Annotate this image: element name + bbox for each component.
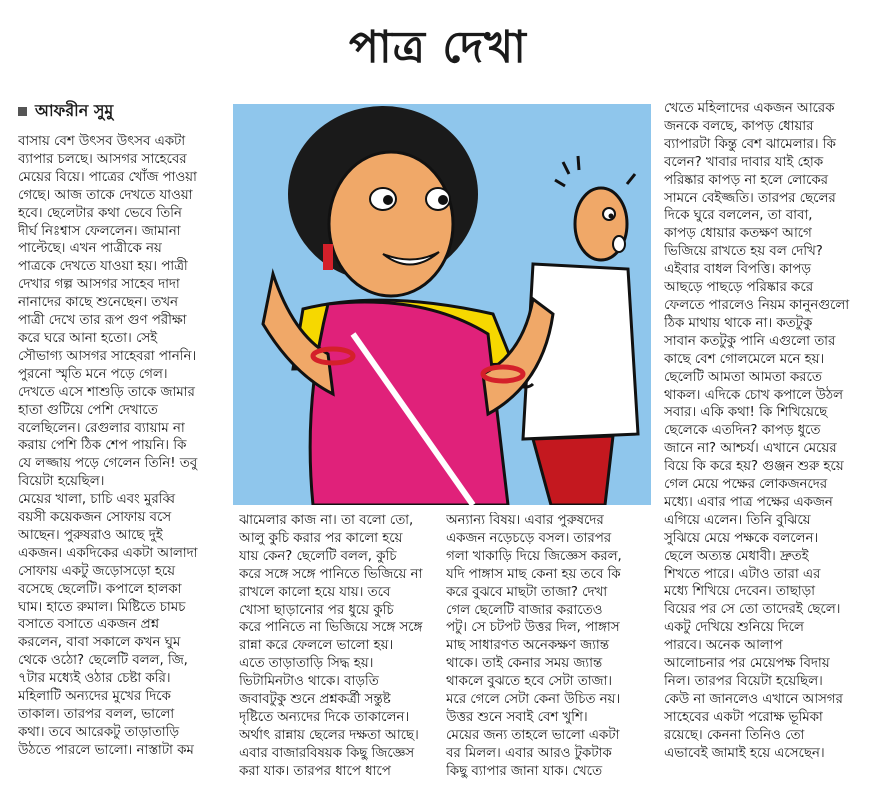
article-title: পাত্র দেখা bbox=[349, 22, 527, 73]
article-column-4: খেতে মহিলাদের একজন আরেক জনকে বলছে, কাপড় ধোয়ার ব্যাপারটা কিন্তু বেশ ঝামেলার। কি বলেন? খাবার দাবার যাই হোক পরিষ্কার কাপড় না হলে লোকের সামনে বেইজ্জতি। তারপর ছেলের দিকে ঘুরে বললেন, তা বাবা, কাপড় ধোয়ার কতক্ষণ আগে ভিজিয়ে রাখতে হয় বল দেখি? এইবার বাধল বিপত্তি। কাপড় আছড়ে পাছড়ে পরিষ্কার করে ফেলতে পারলেও নিয়ম কানুনগুলো ঠিক মাথায় থাকে না। কতটুকু সাবান কতটুকু পানি এগুলো তার কাছে বেশ গোলমেলে মনে হয়। ছেলেটি আমতা আমতা করতে থাকল। এদিকে চোখ কপালে উঠল সবার। একি কথা! কি শিখিয়েছে ছেলেকে এতদিন? কাপড় ধুতে জানে না? আশ্চর্য। এখানে মেয়ের বিয়ে কি করে হয়? গুঞ্জন শুরু হয়ে গেল মেয়ে পক্ষের লোকজনদের মধ্যে। এবার পাত্র পক্ষের একজন এগিয়ে এলেন। তিনি বুঝিয়ে সুঝিয়ে মেয়ে পক্ষকে বললেন। ছেলে অত্যন্ত মেধাবী। দ্রুতই শিখতে পারে। এটাও তারা এর মধ্যে শিখিয়ে দেবেন। তাছাড়া বিয়ের পর সে তো তাদেরই ছেলে। একটু দেখিয়ে শুনিয়ে দিলে পারবে। অনেক আলাপ আলোচনার পর মেয়েপক্ষ বিদায় নিল। তারপর বিয়েটা হয়েছিল। কেউ না জানলেও এখানে আসগর সাহেবের একটা পরোক্ষ ভূমিকা রয়েছে। কেননা তিনিও তো এভাবেই জামাই হয়ে এসেছেন। bbox=[664, 101, 850, 761]
bullet-square-icon bbox=[18, 107, 27, 116]
article-column-1: বাসায় বেশ উৎসব উৎসব একটা ব্যাপার চলছে। আসগর সাহেবের মেয়ের বিয়ে। পাত্রের খোঁজ পাওয়া গেছে। আজ তাকে দেখতে যাওয়া হবে। ছেলেটার কথা ভেবে তিনি দীর্ঘ নিঃশ্বাস ফেললেন। জামানা পাল্টেছে। এখন পাত্রীকে নয় পাত্রকে দেখতে যাওয়া হয়। পাত্রী দেখার গল্প আসগর সাহেব দাদা নানাদের কাছে শুনেছেন। তখন পাত্রী দেখে তার রূপ গুণ পরীক্ষা করে ঘরে আনা হতো। সেই সৌভাগ্য আসগর সাহেবরা পাননি। পুরনো স্মৃতি মনে পড়ে গেল। দেখতে এসে শাশুড়ি তাকে জামার হাতা গুটিয়ে পেশি দেখাতে বলেছিলেন। রেগুলার ব্যায়াম না করায় পেশি ঠিক শেপ পায়নি। কি যে লজ্জায় পড়ে গেলেন তিনি! তবু বিয়েটা হয়েছিল। মেয়ের খালা, চাচি এবং মুরব্বি বয়সী কয়েকজন সোফায় বসে আছেন। পুরুষরাও আছে দুই একজন। একদিকের একটা আলাদা সোফায় একটু জড়োসড়ো হয়ে বসেছে ছেলেটি। কপালে হালকা ঘাম। হাতে রুমাল। মিষ্টিতে চামচ বসাতে বসাতে একজন প্রশ্ন করলেন, বাবা সকালে কখন ঘুম থেকে ওঠো? ছেলেটি বলল, জি, ৭টার মধ্যেই ওঠার চেষ্টা করি। মহিলাটি অন্যদের মুখের দিকে তাকাল। তারপর বলল, ভালো কথা। তবে আরেকটু তাড়াতাড়ি উঠতে পারলে ভালো। নাস্তাটা কম bbox=[18, 134, 198, 758]
article-column-3: অন্যান্য বিষয়। এবার পুরুষদের একজন নড়েচড়ে বসল। তারপর গলা খাকাড়ি দিয়ে জিজ্ঞেস করল, যদি পাঙ্গাস মাছ কেনা হয় তবে কি করে বুঝবে মাছটা তাজা? দেখা গেল ছেলেটি বাজার করাতেও পটু। সে চটপট উত্তর দিল, পাঙ্গাস মাছ সাধারণত অনেকক্ষণ জ্যান্ত থাকে। তাই কেনার সময় জ্যান্ত থাকলে বুঝতে হবে সেটা তাজা। মরে গেলে সেটা কেনা উচিত নয়। উত্তর শুনে সবাই বেশ খুশি। মেয়ের জন্য তাহলে ভালো একটা বর মিলল। এবার আরও টুকটাক কিছু ব্যাপার জানা যাক। খেতে bbox=[446, 513, 622, 779]
author-byline bbox=[18, 98, 113, 125]
article-column-2: ঝামেলার কাজ না। তা বলো তো, আলু কুচি করার পর কালো হয়ে যায় কেন? ছেলেটি বলল, কুচি করে সঙ্গে সঙ্গে পানিতে ভিজিয়ে না রাখলে কালো হয়ে যায়। তবে খোসা ছাড়ানোর পর ধুয়ে কুচি করে পানিতে না ভিজিয়ে সঙ্গে সঙ্গে রান্না করে ফেললে ভালো হয়। এতে তাড়াতাড়ি সিদ্ধ হয়। ভিটামিনটাও থাকে। বাড়তি জবাবটুকু শুনে প্রশ্নকর্ত্রী সন্তুষ্ট দৃষ্টিতে অন্যদের দিকে তাকালেন। অর্থাৎ রান্নায় ছেলের দক্ষতা আছে। এবার বাজারবিষয়ক কিছু জিজ্ঞেস করা যাক। তারপর ধাপে ধাপে bbox=[239, 513, 423, 779]
author-name: আফরীন সুমু bbox=[35, 101, 114, 120]
cartoon-illustration bbox=[233, 104, 651, 505]
